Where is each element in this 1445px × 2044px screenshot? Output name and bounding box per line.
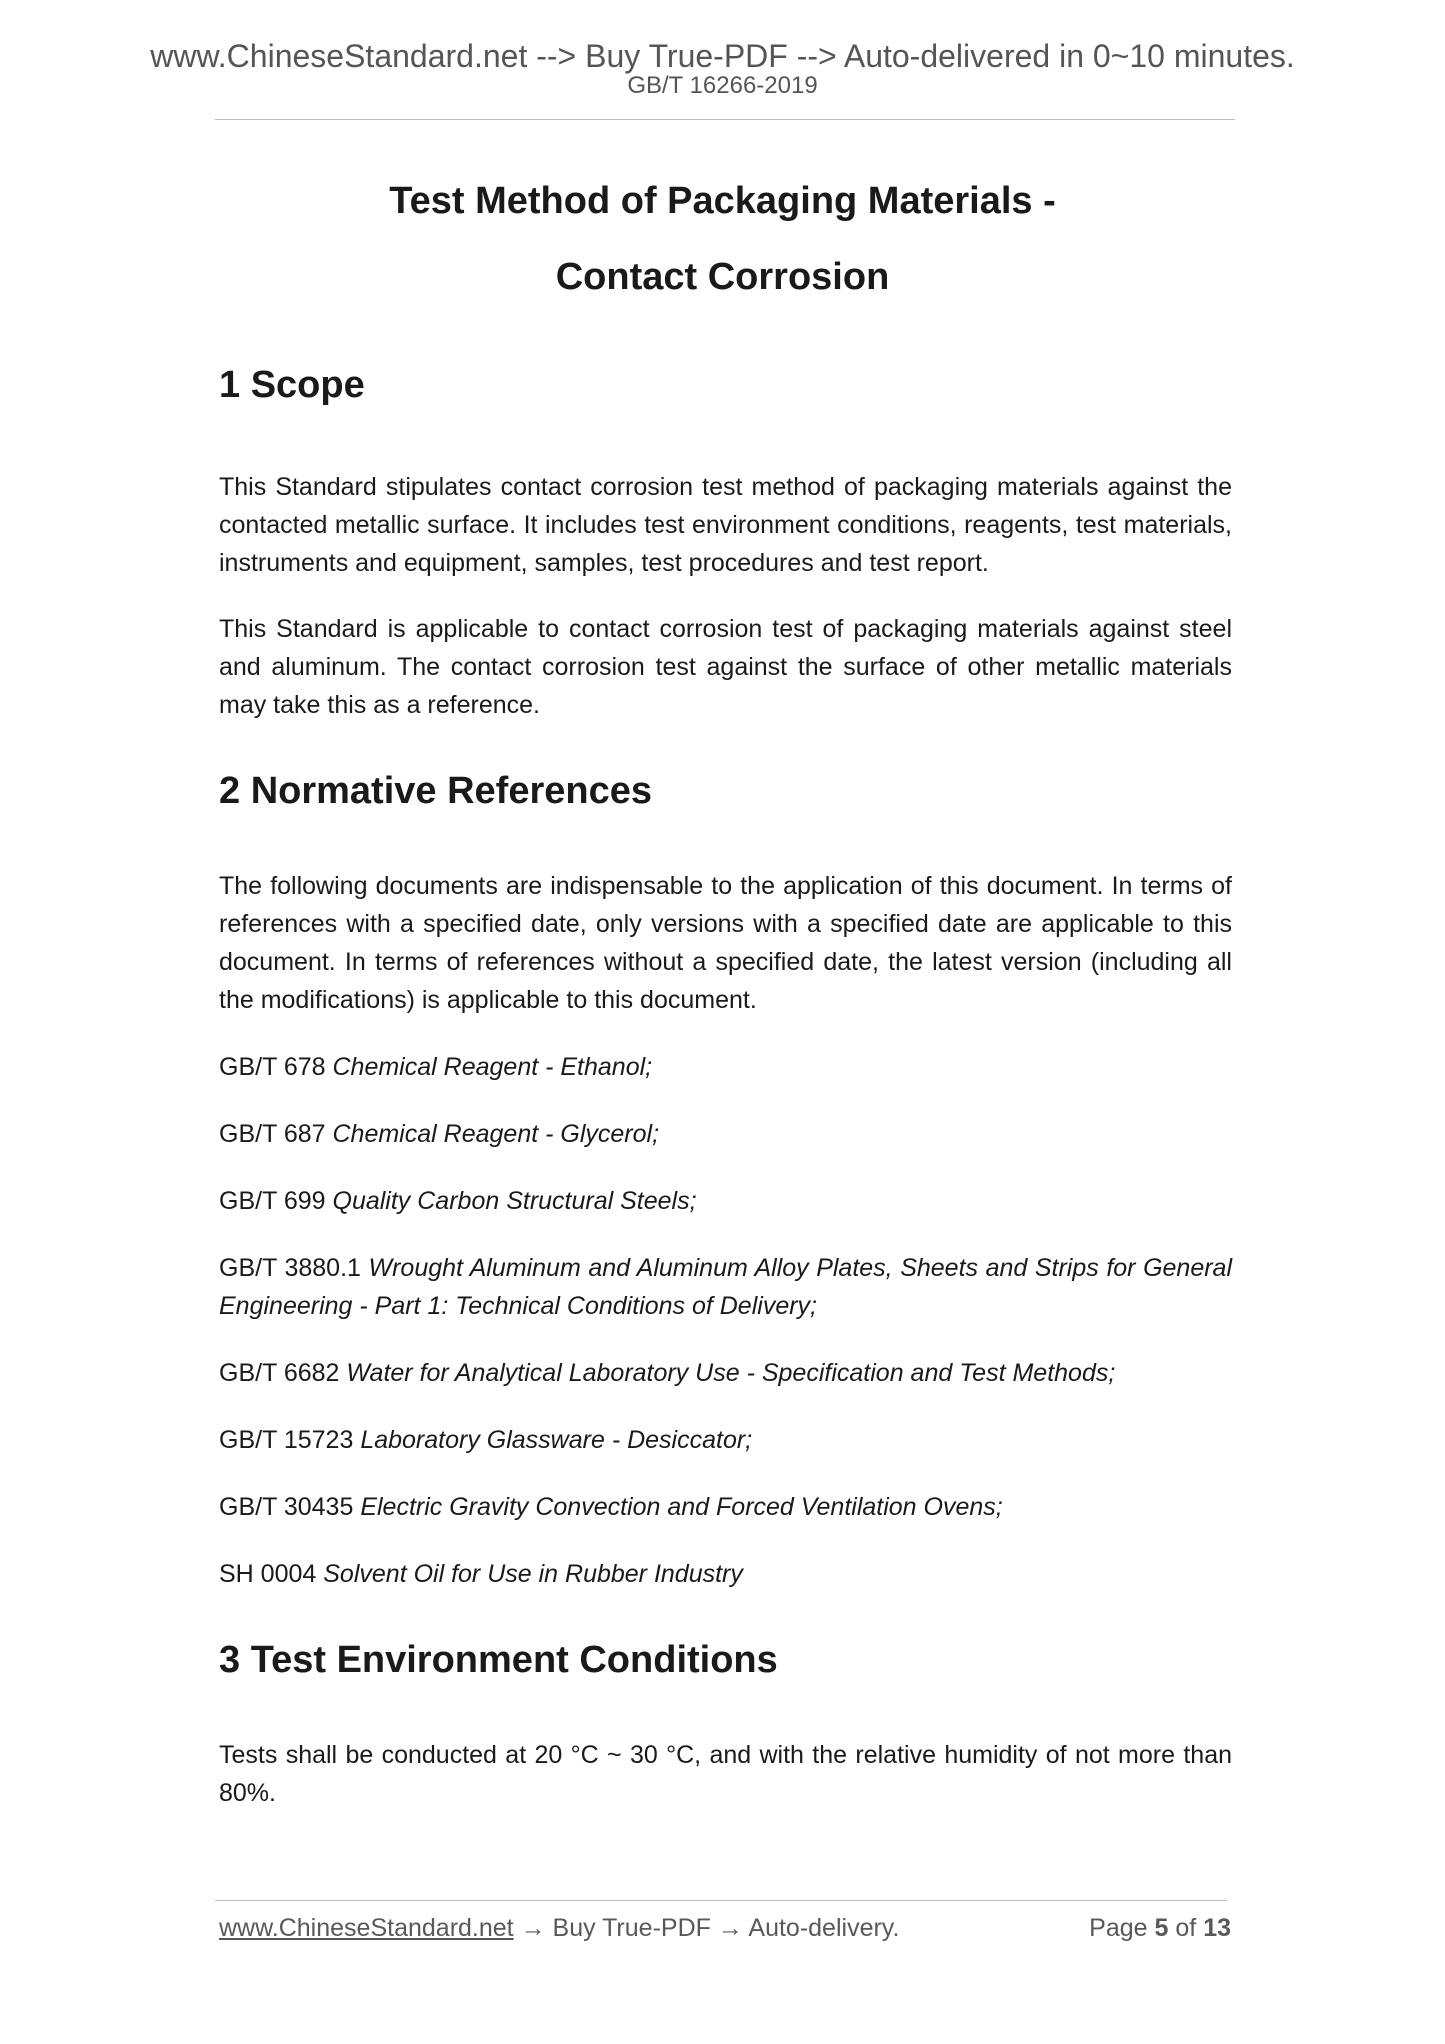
environment-paragraph: Tests shall be conducted at 20 °C ~ 30 °C, and with the relative humidity of not more than 80%. — [219, 1741, 1232, 1807]
section-heading-scope: 1 Scope — [219, 364, 365, 406]
reference-code: GB/T 687 — [219, 1120, 326, 1148]
reference-code: SH 0004 — [219, 1560, 317, 1588]
reference-title: Electric Gravity Convection and Forced Ventilation Ovens; — [360, 1493, 1003, 1521]
reference-code: GB/T 699 — [219, 1187, 326, 1215]
reference-title: Chemical Reagent - Ethanol; — [332, 1053, 653, 1081]
promo-banner: www.ChineseStandard.net --> Buy True-PDF --> Auto-delivered in 0~10 minutes. — [150, 38, 1295, 74]
reference-title: Solvent Oil for Use in Rubber Industry — [323, 1560, 743, 1588]
page-current: 5 — [1154, 1914, 1169, 1942]
reference-code: GB/T 678 — [219, 1053, 326, 1081]
reference-title: Quality Carbon Structural Steels; — [332, 1187, 697, 1215]
footer-divider — [215, 1900, 1227, 1901]
document-title-line-1: Test Method of Packaging Materials - — [389, 180, 1056, 222]
footer-promo — [219, 1914, 899, 1943]
normative-intro-paragraph: The following documents are indispensable to the application of this document. In terms of references with a specified date, only versions with a specified date are applicable to this document. In terms of references without a specified date, the latest version (including all the modifications) is applicable to this document. — [219, 872, 1232, 1014]
page-number — [1089, 1914, 1231, 1943]
reference-title: Laboratory Glassware - Desiccator; — [360, 1426, 753, 1454]
footer-website-link[interactable]: www.ChineseStandard.net — [219, 1914, 514, 1942]
document-body — [219, 355, 1232, 1812]
reference-code: GB/T 15723 — [219, 1426, 354, 1454]
reference-item — [219, 1354, 1232, 1392]
page-of: of — [1175, 1914, 1197, 1942]
reference-item — [219, 1048, 1232, 1086]
page-label: Page — [1089, 1914, 1148, 1942]
document-code: GB/T 16266-2019 — [627, 72, 818, 99]
scope-paragraph-1: This Standard stipulates contact corrosion test method of packaging materials against the contacted metallic surface. It includes test environment conditions, reagents, test materials, instruments and equipment, samples, test procedures and test report. — [219, 473, 1232, 577]
reference-item — [219, 1249, 1232, 1325]
reference-item — [219, 1115, 1232, 1153]
reference-item — [219, 1182, 1232, 1220]
document-title-line-2: Contact Corrosion — [555, 256, 890, 298]
reference-title: Wrought Aluminum and Aluminum Alloy Plates, Sheets and Strips for General Engineering - Part 1: Technical Conditions of Delivery; — [219, 1254, 1233, 1320]
reference-code: GB/T 6682 — [219, 1359, 340, 1387]
section-heading-test-environment: 3 Test Environment Conditions — [219, 1639, 778, 1681]
reference-item — [219, 1555, 1232, 1593]
section-heading-normative-references: 2 Normative References — [219, 770, 652, 812]
scope-paragraph-2: This Standard is applicable to contact corrosion test of packaging materials against steel and aluminum. The contact corrosion test against the surface of other metallic materials may take this as a reference. — [219, 615, 1232, 719]
reference-code: GB/T 30435 — [219, 1493, 354, 1521]
header-divider — [215, 119, 1235, 120]
reference-title: Water for Analytical Laboratory Use - Specification and Test Methods; — [346, 1359, 1116, 1387]
reference-item — [219, 1488, 1232, 1526]
footer-promo-text: → Buy True-PDF → Auto-delivery. — [513, 1914, 900, 1942]
page-total: 13 — [1203, 1914, 1231, 1942]
reference-item — [219, 1421, 1232, 1459]
reference-code: GB/T 3880.1 — [219, 1254, 361, 1282]
reference-title: Chemical Reagent - Glycerol; — [332, 1120, 660, 1148]
